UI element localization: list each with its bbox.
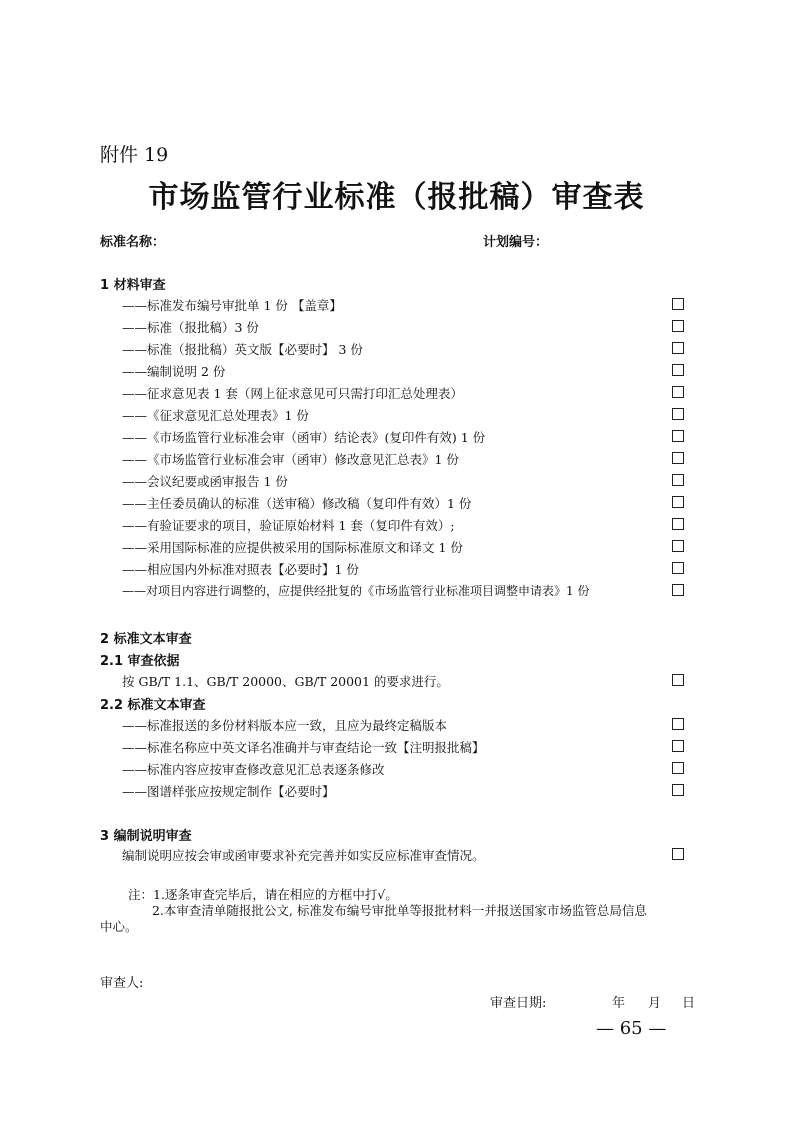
list-item: 按 GB/T 1.1、GB/T 20000、GB/T 20001 的要求进行。	[122, 674, 449, 689]
list-item: ——标准内容应按审查修改意见汇总表逐条修改	[122, 762, 385, 777]
list-item: ——《市场监管行业标准会审（函审）修改意见汇总表》1 份	[122, 452, 459, 467]
checkbox[interactable]	[672, 474, 684, 486]
section2-heading: 2 标准文本审查	[100, 632, 192, 647]
page-title: 市场监管行业标准（报批稿）审查表	[148, 180, 645, 215]
section3-heading: 3 编制说明审查	[100, 829, 192, 844]
review-date-label: 审查日期:	[490, 996, 547, 1011]
checkbox[interactable]	[672, 342, 684, 354]
day-label: 日	[682, 996, 696, 1011]
checkbox[interactable]	[672, 784, 684, 796]
list-item: ——会议纪要或函审报告 1 份	[122, 474, 288, 489]
checkbox[interactable]	[672, 848, 684, 860]
list-item: ——标准报送的多份材料版本应一致，且应为最终定稿版本	[122, 718, 448, 733]
list-item: 编制说明应按会审或函审要求补充完善并如实反应标准审查情况。	[122, 848, 485, 863]
checkbox[interactable]	[672, 364, 684, 376]
section1-heading: 1 材料审查	[100, 278, 166, 293]
checkbox[interactable]	[672, 584, 684, 596]
plan-number-label: 计划编号：	[483, 235, 549, 250]
month-label: 月	[648, 996, 662, 1011]
checkbox[interactable]	[672, 408, 684, 420]
attachment-label: 附件 19	[100, 144, 169, 166]
checkbox[interactable]	[672, 674, 684, 686]
list-item: ——标准（报批稿）英文版【必要时】 3 份	[122, 342, 363, 357]
list-item: ——标准名称应中英文译名准确并与审查结论一致【注明报批稿】	[122, 740, 485, 755]
section2-2-heading: 2.2 标准文本审查	[100, 698, 206, 713]
year-label: 年	[612, 996, 626, 1011]
checkbox[interactable]	[672, 762, 684, 774]
list-item: ——《征求意见汇总处理表》1 份	[122, 408, 309, 423]
list-item: ——编制说明 2 份	[122, 364, 226, 379]
checkbox[interactable]	[672, 718, 684, 730]
checkbox[interactable]	[672, 562, 684, 574]
note-line-3: 中心。	[100, 919, 138, 934]
checkbox[interactable]	[672, 740, 684, 752]
checkbox[interactable]	[672, 298, 684, 310]
note-line-1: 注：1.逐条审查完毕后，请在相应的方框中打√。	[128, 887, 398, 902]
checkbox[interactable]	[672, 320, 684, 332]
list-item: ——标准（报批稿）3 份	[122, 320, 259, 335]
reviewer-label: 审查人:	[100, 976, 144, 991]
list-item: ——图谱样张应按规定制作【必要时】	[122, 784, 335, 799]
list-item: ——主任委员确认的标准（送审稿）修改稿（复印件有效）1 份	[122, 496, 472, 511]
checkbox[interactable]	[672, 496, 684, 508]
list-item: ——相应国内外标准对照表【必要时】1 份	[122, 562, 359, 577]
checkbox[interactable]	[672, 386, 684, 398]
list-item: ——对项目内容进行调整的，应提供经批复的《市场监管行业标准项目调整申请表》1 份	[122, 584, 590, 598]
note-line-2: 2.本审查清单随报批公文, 标准发布编号审批单等报批材料一并报送国家市场监管总局信息	[152, 903, 647, 918]
checkbox[interactable]	[672, 452, 684, 464]
list-item: ——采用国际标准的应提供被采用的国际标准原文和译文 1 份	[122, 540, 463, 555]
checkbox[interactable]	[672, 540, 684, 552]
page-number: — 65 —	[596, 1018, 667, 1039]
checkbox[interactable]	[672, 430, 684, 442]
list-item: ——《市场监管行业标准会审（函审）结论表》(复印件有效) 1 份	[122, 430, 486, 445]
list-item: ——征求意见表 1 套（网上征求意见可只需打印汇总处理表）	[122, 386, 463, 401]
section2-1-heading: 2.1 审查依据	[100, 654, 180, 669]
list-item: ——有验证要求的项目，验证原始材料 1 套（复印件有效）;	[122, 518, 455, 533]
standard-name-label: 标准名称：	[100, 235, 166, 250]
list-item: ——标准发布编号审批单 1 份 【盖章】	[122, 298, 342, 313]
checkbox[interactable]	[672, 518, 684, 530]
